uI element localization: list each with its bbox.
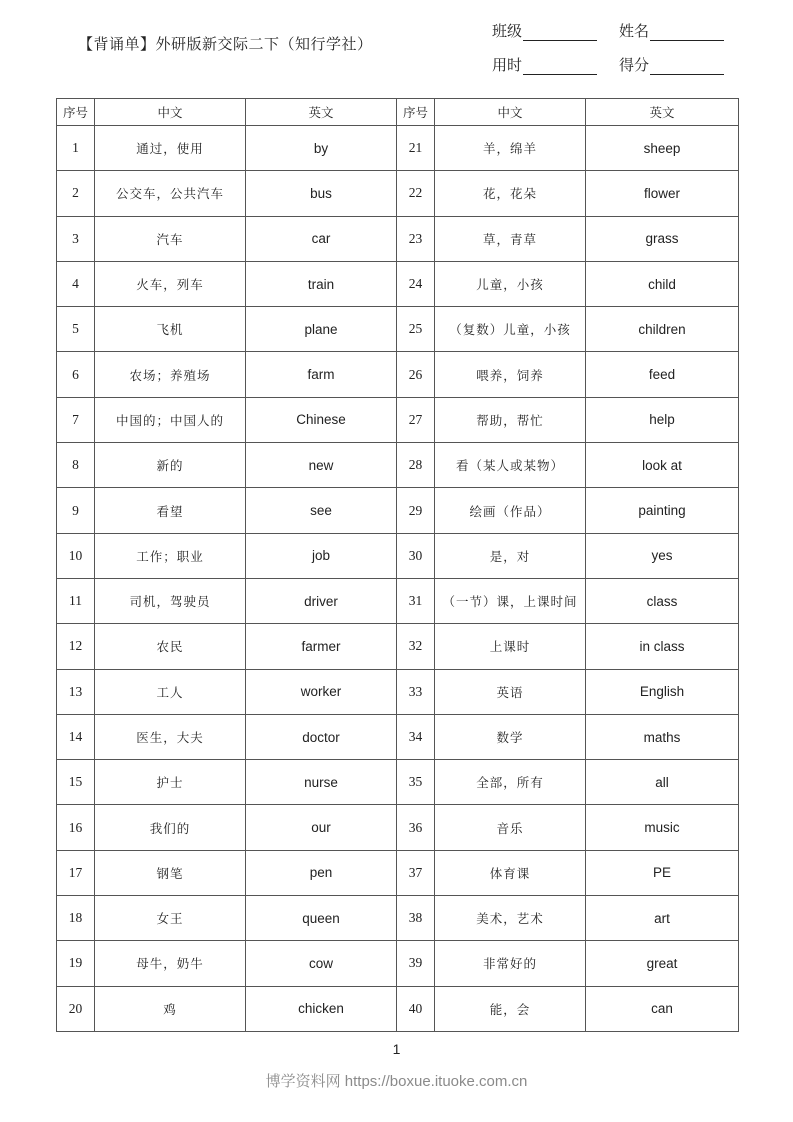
row-number-right: 35	[397, 760, 435, 805]
english-word-left: by	[246, 126, 397, 171]
chinese-meaning-left: 钢笔	[95, 850, 246, 895]
english-word-left: farmer	[246, 624, 397, 669]
name-field	[619, 20, 724, 41]
english-word-right: child	[586, 261, 739, 306]
row-number-left: 12	[57, 624, 95, 669]
chinese-meaning-right: 草，青草	[435, 216, 586, 261]
row-number-left: 9	[57, 488, 95, 533]
row-number-right: 28	[397, 443, 435, 488]
chinese-meaning-left: 鸡	[95, 986, 246, 1031]
chinese-meaning-right: 喂养，饲养	[435, 352, 586, 397]
table-row	[57, 397, 739, 442]
row-number-right: 30	[397, 533, 435, 578]
chinese-meaning-left: 通过，使用	[95, 126, 246, 171]
row-number-left: 1	[57, 126, 95, 171]
column-header-chinese: 中文	[435, 99, 586, 126]
score-blank-line	[650, 58, 724, 75]
english-word-right: in class	[586, 624, 739, 669]
row-number-left: 10	[57, 533, 95, 578]
english-word-right: great	[586, 941, 739, 986]
english-word-left: chicken	[246, 986, 397, 1031]
vocabulary-table	[56, 98, 739, 1032]
column-header-number: 序号	[397, 99, 435, 126]
chinese-meaning-right: 羊，绵羊	[435, 126, 586, 171]
chinese-meaning-left: 母牛，奶牛	[95, 941, 246, 986]
english-word-left: job	[246, 533, 397, 578]
table-row	[57, 941, 739, 986]
time-blank-line	[523, 58, 597, 75]
class-label: 班级	[492, 22, 523, 40]
english-word-right: painting	[586, 488, 739, 533]
chinese-meaning-right: 花，花朵	[435, 171, 586, 216]
table-row	[57, 126, 739, 171]
chinese-meaning-left: 飞机	[95, 307, 246, 352]
name-blank-line	[650, 24, 724, 41]
english-word-right: children	[586, 307, 739, 352]
chinese-meaning-left: 中国的；中国人的	[95, 397, 246, 442]
column-header-english: 英文	[586, 99, 739, 126]
class-blank-line	[523, 24, 597, 41]
row-number-left: 13	[57, 669, 95, 714]
class-field	[492, 20, 597, 41]
column-header-chinese: 中文	[95, 99, 246, 126]
row-number-right: 36	[397, 805, 435, 850]
score-field	[619, 54, 724, 75]
english-word-left: bus	[246, 171, 397, 216]
table-header-row	[57, 99, 739, 126]
english-word-left: new	[246, 443, 397, 488]
english-word-left: cow	[246, 941, 397, 986]
chinese-meaning-left: 工人	[95, 669, 246, 714]
row-number-right: 26	[397, 352, 435, 397]
english-word-left: our	[246, 805, 397, 850]
table-row	[57, 760, 739, 805]
table-row	[57, 352, 739, 397]
table-row	[57, 533, 739, 578]
table-row	[57, 216, 739, 261]
watermark: 博学资料网 https://boxue.ituoke.com.cn	[265, 1073, 528, 1090]
row-number-left: 18	[57, 896, 95, 941]
row-number-left: 3	[57, 216, 95, 261]
chinese-meaning-right: （复数）儿童，小孩	[435, 307, 586, 352]
table-row	[57, 171, 739, 216]
row-number-right: 33	[397, 669, 435, 714]
row-number-right: 37	[397, 850, 435, 895]
chinese-meaning-left: 女王	[95, 896, 246, 941]
name-label: 姓名	[619, 22, 650, 40]
chinese-meaning-left: 护士	[95, 760, 246, 805]
table-row	[57, 443, 739, 488]
english-word-right: grass	[586, 216, 739, 261]
chinese-meaning-right: 看（某人或某物）	[435, 443, 586, 488]
row-number-left: 20	[57, 986, 95, 1031]
english-word-left: train	[246, 261, 397, 306]
english-word-left: pen	[246, 850, 397, 895]
table-row	[57, 624, 739, 669]
chinese-meaning-right: 是，对	[435, 533, 586, 578]
english-word-right: flower	[586, 171, 739, 216]
table-row	[57, 578, 739, 623]
row-number-left: 6	[57, 352, 95, 397]
chinese-meaning-right: 非常好的	[435, 941, 586, 986]
english-word-right: PE	[586, 850, 739, 895]
english-word-right: yes	[586, 533, 739, 578]
row-number-left: 15	[57, 760, 95, 805]
page-number: 1	[392, 1041, 401, 1057]
row-number-right: 40	[397, 986, 435, 1031]
row-number-right: 34	[397, 714, 435, 759]
chinese-meaning-right: 英语	[435, 669, 586, 714]
english-word-left: car	[246, 216, 397, 261]
table-body	[57, 126, 739, 1032]
row-number-left: 7	[57, 397, 95, 442]
table-row	[57, 261, 739, 306]
row-number-left: 14	[57, 714, 95, 759]
english-word-left: plane	[246, 307, 397, 352]
chinese-meaning-left: 汽车	[95, 216, 246, 261]
chinese-meaning-left: 看望	[95, 488, 246, 533]
table-row	[57, 669, 739, 714]
english-word-left: farm	[246, 352, 397, 397]
chinese-meaning-right: 上课时	[435, 624, 586, 669]
english-word-left: Chinese	[246, 397, 397, 442]
english-word-left: see	[246, 488, 397, 533]
row-number-left: 5	[57, 307, 95, 352]
row-number-right: 23	[397, 216, 435, 261]
chinese-meaning-left: 新的	[95, 443, 246, 488]
english-word-right: maths	[586, 714, 739, 759]
row-number-right: 24	[397, 261, 435, 306]
row-number-right: 27	[397, 397, 435, 442]
row-number-left: 2	[57, 171, 95, 216]
chinese-meaning-right: 体育课	[435, 850, 586, 895]
table-row	[57, 850, 739, 895]
chinese-meaning-left: 我们的	[95, 805, 246, 850]
chinese-meaning-right: 能，会	[435, 986, 586, 1031]
row-number-left: 16	[57, 805, 95, 850]
row-number-right: 29	[397, 488, 435, 533]
table-row	[57, 896, 739, 941]
chinese-meaning-right: 音乐	[435, 805, 586, 850]
chinese-meaning-left: 公交车，公共汽车	[95, 171, 246, 216]
english-word-right: can	[586, 986, 739, 1031]
chinese-meaning-left: 医生，大夫	[95, 714, 246, 759]
english-word-right: help	[586, 397, 739, 442]
chinese-meaning-left: 火车，列车	[95, 261, 246, 306]
chinese-meaning-right: 儿童，小孩	[435, 261, 586, 306]
row-number-right: 38	[397, 896, 435, 941]
row-number-right: 31	[397, 578, 435, 623]
row-number-left: 8	[57, 443, 95, 488]
chinese-meaning-left: 农民	[95, 624, 246, 669]
english-word-right: sheep	[586, 126, 739, 171]
chinese-meaning-right: 美术，艺术	[435, 896, 586, 941]
chinese-meaning-right: （一节）课，上课时间	[435, 578, 586, 623]
chinese-meaning-left: 工作；职业	[95, 533, 246, 578]
chinese-meaning-right: 全部，所有	[435, 760, 586, 805]
table-row	[57, 805, 739, 850]
english-word-left: nurse	[246, 760, 397, 805]
row-number-left: 4	[57, 261, 95, 306]
english-word-right: feed	[586, 352, 739, 397]
table-row	[57, 307, 739, 352]
english-word-right: class	[586, 578, 739, 623]
row-number-right: 21	[397, 126, 435, 171]
column-header-number: 序号	[57, 99, 95, 126]
chinese-meaning-right: 数学	[435, 714, 586, 759]
row-number-right: 22	[397, 171, 435, 216]
chinese-meaning-right: 帮助，帮忙	[435, 397, 586, 442]
english-word-right: art	[586, 896, 739, 941]
row-number-left: 17	[57, 850, 95, 895]
row-number-right: 32	[397, 624, 435, 669]
document-title: 【背诵单】外研版新交际二下（知行学社）	[78, 35, 373, 53]
english-word-right: all	[586, 760, 739, 805]
score-label: 得分	[619, 56, 650, 74]
chinese-meaning-right: 绘画（作品）	[435, 488, 586, 533]
english-word-right: music	[586, 805, 739, 850]
time-label: 用时	[492, 56, 523, 74]
table-row	[57, 714, 739, 759]
row-number-left: 19	[57, 941, 95, 986]
row-number-right: 25	[397, 307, 435, 352]
table-row	[57, 986, 739, 1031]
table-row	[57, 488, 739, 533]
column-header-english: 英文	[246, 99, 397, 126]
row-number-right: 39	[397, 941, 435, 986]
english-word-left: queen	[246, 896, 397, 941]
english-word-left: worker	[246, 669, 397, 714]
row-number-left: 11	[57, 578, 95, 623]
chinese-meaning-left: 农场；养殖场	[95, 352, 246, 397]
english-word-left: doctor	[246, 714, 397, 759]
english-word-right: look at	[586, 443, 739, 488]
chinese-meaning-left: 司机，驾驶员	[95, 578, 246, 623]
time-field	[492, 54, 597, 75]
english-word-right: English	[586, 669, 739, 714]
english-word-left: driver	[246, 578, 397, 623]
